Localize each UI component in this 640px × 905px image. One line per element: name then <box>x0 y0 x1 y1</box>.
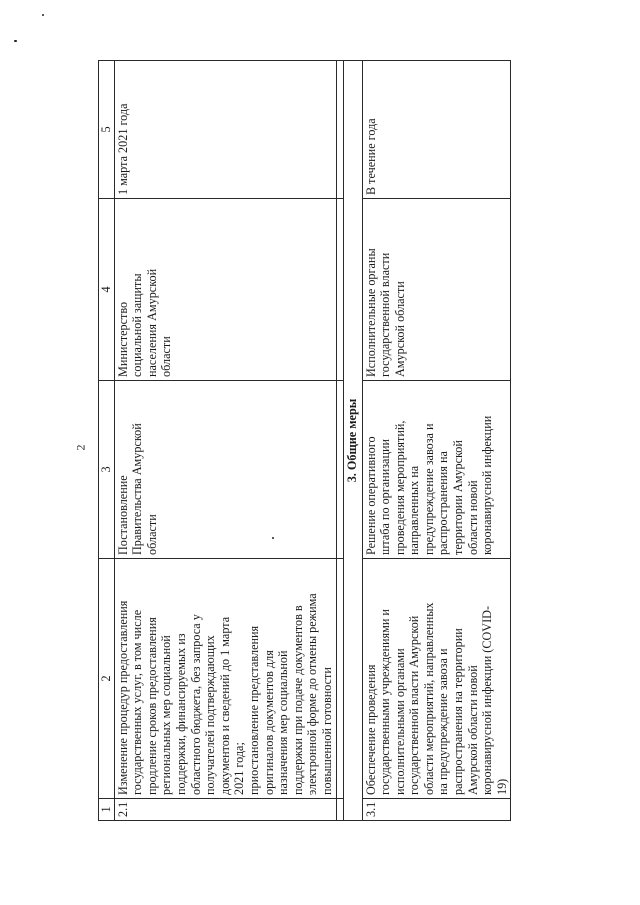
measure-cell: Изменение процедур предоставления государственных услуг, в том числе продление сроков предоставления региональных мер социальной поддержки, финансируемых из областного бюджета, без запроса у получателей подтверждающих документов и сведений до 1 марта 2021 года; приостановление представления оригиналов документов для назначения мер социальной поддержки при подаче документов в электронной форме до отмены режима повышенной готовности <box>114 559 336 799</box>
row-number: 3.1 <box>362 799 511 821</box>
header-cell: 3 <box>99 381 115 559</box>
scan-speck <box>14 40 17 42</box>
executor-cell: Министерство социальной защиты населения Амурской области <box>114 199 336 381</box>
header-cell: 1 <box>99 799 115 821</box>
scan-speck <box>42 14 44 16</box>
executor-cell: Исполнительные органы государственной власти Амурской области <box>362 199 511 381</box>
document-cell: Решение оперативного штаба по организации проведения мероприятий, направленных на предупреждение завоза и распространения на территории Амурской области новой коронавирусной инфекции <box>362 381 511 559</box>
deadline-cell: В течение года <box>362 61 511 199</box>
header-cell: 2 <box>99 559 115 799</box>
separator-cell <box>336 799 343 821</box>
measure-cell: Обеспечение проведения государственными учреждениями и исполнительными органами государственной власти Амурской области мероприятий, направленных на предупреждение завоза и распространения на территории Амурской области новой коронавирусной инфекции (COVID- 19) <box>362 559 511 799</box>
separator-cell <box>336 199 343 381</box>
measures-table <box>98 60 511 821</box>
row-number: 2.1 <box>114 799 336 821</box>
separator-row <box>336 61 343 821</box>
section-heading-row <box>343 61 362 821</box>
table-row <box>114 61 336 821</box>
page-number: 2 <box>73 444 88 451</box>
table-header-row <box>99 61 115 821</box>
deadline-cell: 1 марта 2021 года <box>114 61 336 199</box>
separator-cell <box>336 381 343 559</box>
separator-cell <box>336 61 343 199</box>
table-row <box>362 61 511 821</box>
document-cell: Постановление Правительства Амурской области <box>114 381 336 559</box>
header-cell: 4 <box>99 199 115 381</box>
section-title: 3. Общие меры <box>343 61 362 821</box>
rotated-table-wrapper <box>98 61 509 821</box>
header-cell: 5 <box>99 61 115 199</box>
separator-cell <box>336 559 343 799</box>
